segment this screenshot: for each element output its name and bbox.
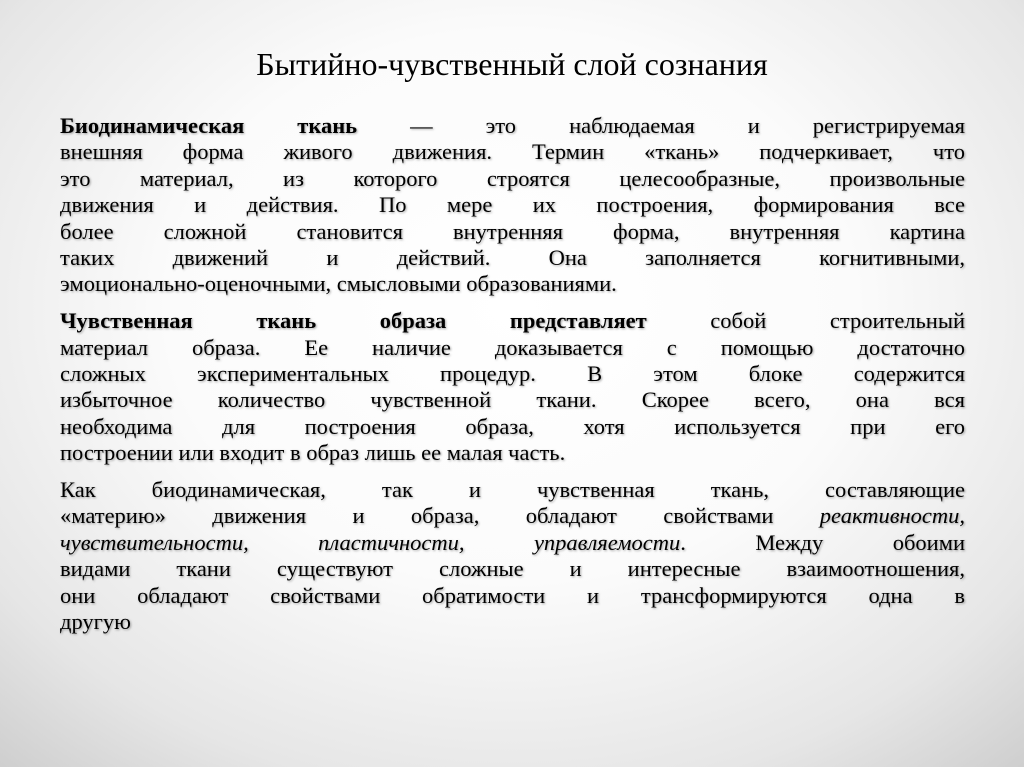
text-line: [60, 530, 965, 556]
paragraph: [60, 113, 965, 298]
bold-term: Биодинамическая ткань: [60, 113, 358, 138]
text-segment: видами ткани существуют сложные и интересные взаимоотношения,: [60, 556, 965, 582]
text-segment: сложных экспериментальных процедур. В этом блоке содержится: [60, 361, 965, 387]
text-line: [60, 440, 965, 466]
text-line: [60, 609, 965, 635]
text-line: [60, 556, 965, 582]
text-segment: они обладают свойствами обратимости и трансформируются одна в: [60, 582, 965, 608]
text-segment: таких движений и действий. Она заполняется когнитивными,: [60, 244, 965, 270]
text-segment: более сложной становится внутренняя форма, внутренняя картина: [60, 218, 965, 244]
text-segment: Ее наличие доказывается с помощью достаточно: [260, 334, 965, 360]
text-line: [60, 219, 965, 245]
text-line: [60, 113, 965, 139]
text-segment: это материал, из которого строятся целесообразные, произвольные: [60, 165, 965, 191]
text-line: [60, 139, 965, 165]
text-line: [60, 271, 965, 297]
text-segment: внешняя форма живого движения. Термин «ткань» подчеркивает, что: [60, 139, 965, 165]
text-line: [60, 583, 965, 609]
italic-text: чувствительности, пластичности, управляемости: [60, 529, 681, 555]
text-line: [60, 166, 965, 192]
text-segment: материал образа.: [60, 334, 261, 360]
paragraph: [60, 477, 965, 635]
text-line: [60, 192, 965, 218]
text-segment: эмоционально-оценочными, смысловыми образованиями.: [60, 271, 617, 297]
bold-term: Чувственная ткань образа представляет: [60, 308, 647, 334]
text-line: [60, 335, 965, 361]
italic-text: реактивности,: [819, 503, 965, 529]
text-line: [60, 361, 965, 387]
text-line: [60, 245, 965, 271]
text-segment: — это наблюдаемая и регистрируемая: [357, 113, 965, 138]
text-line: [60, 387, 965, 413]
text-line: [60, 414, 965, 440]
text-segment: «материю» движения и образа, обладают свойствами: [60, 503, 820, 529]
text-line: [60, 503, 965, 529]
text-segment: построении или входит в образ лишь ее малая часть.: [60, 440, 566, 466]
slide-body: [60, 113, 965, 646]
text-segment: другую: [60, 609, 131, 635]
text-segment: Как биодинамическая, так и чувственная ткань, составляющие: [60, 477, 965, 503]
paragraph: [60, 308, 965, 466]
slide-title: Бытийно-чувственный слой сознания: [256, 46, 768, 82]
text-segment: избыточное количество чувственной ткани. Скорее всего, она вся: [60, 387, 965, 413]
text-segment: движения и действия. По мере их построения, формирования все: [60, 192, 965, 218]
text-segment: . Между обоими: [680, 529, 965, 555]
text-line: [60, 477, 965, 503]
text-line: [60, 308, 965, 334]
text-segment: необходима для построения образа, хотя используется при его: [60, 413, 965, 439]
text-segment: собой строительный: [646, 308, 965, 334]
